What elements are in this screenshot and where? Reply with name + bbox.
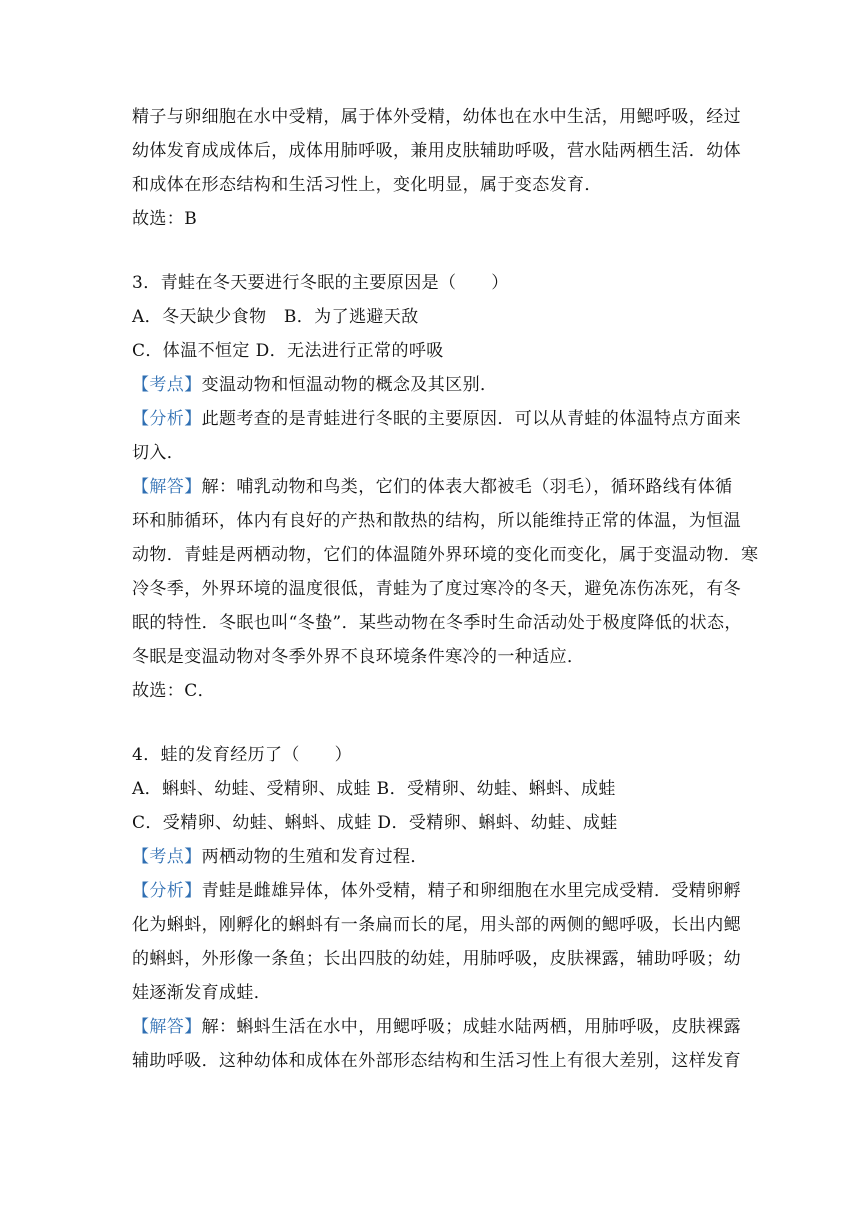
- q4-kaodian-text: 两栖动物的生殖和发育过程．: [201, 847, 428, 867]
- q3-jieda-line-4: 冷冬季，外界环境的温度很低，青蛙为了度过寒冷的冬天，避免冻伤冻死，有冬: [132, 579, 741, 599]
- q3-option-row-2: C．体温不恒定 D．无法进行正常的呼吸: [132, 341, 444, 361]
- intro-line-2: 幼体发育成成体后，成体用肺呼吸，兼用皮肤辅助呼吸，营水陆两栖生活．幼体: [132, 141, 741, 161]
- q3-kaodian: [132, 368, 732, 402]
- q4-fenxi-line-2: 化为蝌蚪，刚孵化的蝌蚪有一条扁而长的尾，用头部的两侧的鳃呼吸，长出内鳃: [132, 915, 741, 935]
- q4-jieda-text: 解：蝌蚪生活在水中，用鳃呼吸；成蛙水陆两栖，用肺呼吸，皮肤裸露: [201, 1017, 742, 1037]
- q4-stem: 4．蛙的发育经历了（ ）: [132, 745, 353, 765]
- q4-kaodian-tag: 【考点】: [132, 847, 202, 867]
- q3-jieda-tag: 【解答】: [132, 477, 202, 497]
- q3-jieda-line-6: 冬眠是变温动物对冬季外界不良环境条件寒冷的一种适应．: [132, 647, 585, 667]
- intro-answer: 故选：B: [132, 209, 198, 229]
- q3-jieda-line-3: 动物．青蛙是两栖动物，它们的体温随外界环境的变化而变化，属于变温动物．寒: [132, 545, 759, 565]
- question-4: [132, 738, 742, 1078]
- q3-option-row-1: A．冬天缺少食物 B．为了逃避天敌: [132, 307, 419, 327]
- q4-kaodian: [132, 840, 732, 874]
- q3-fenxi-tag: 【分析】: [132, 409, 202, 429]
- q4-fenxi-tag: 【分析】: [132, 881, 202, 901]
- q3-fenxi-text: 此题考查的是青蛙进行冬眠的主要原因．可以从青蛙的体温特点方面来: [201, 409, 742, 429]
- q4-fenxi-line-4: 娃逐渐发育成蛙．: [132, 983, 272, 1003]
- question-3: [132, 266, 759, 708]
- q3-jieda-line-5: 眠的特性．冬眠也叫“冬蛰”．某些动物在冬季时生命活动处于极度降低的状态，: [132, 613, 742, 633]
- q4-option-row-2: C．受精卵、幼蛙、蝌蚪、成蛙 D．受精卵、蝌蚪、幼蛙、成蛙: [132, 813, 618, 833]
- intro-line-1: 精子与卵细胞在水中受精，属于体外受精，幼体也在水中生活，用鳃呼吸，经过: [132, 107, 741, 127]
- q3-stem: 3．青蛙在冬天要进行冬眠的主要原因是（ ）: [132, 273, 509, 293]
- q4-option-row-1: A．蝌蚪、幼蛙、受精卵、成蛙 B．受精卵、幼蛙、蝌蚪、成蛙: [132, 779, 616, 799]
- q3-jieda-line-1: [132, 470, 732, 504]
- q3-answer: 故选：C．: [132, 681, 216, 701]
- q4-fenxi-text: 青蛙是雌雄异体，体外受精，精子和卵细胞在水里完成受精．受精卵孵: [201, 881, 742, 901]
- q4-jieda-tag: 【解答】: [132, 1017, 202, 1037]
- q4-fenxi-line-3: 的蝌蚪，外形像一条鱼；长出四肢的幼娃，用肺呼吸，皮肤裸露，辅助呼吸；幼: [132, 949, 741, 969]
- q3-kaodian-text: 变温动物和恒温动物的概念及其区别．: [201, 375, 498, 395]
- q3-fenxi-line-2: 切入．: [132, 443, 185, 463]
- intro-block: [132, 100, 741, 236]
- q4-fenxi-line-1: [132, 874, 742, 908]
- intro-line-3: 和成体在形态结构和生活习性上，变化明显，属于变态发育．: [132, 175, 602, 195]
- q3-jieda-text: 解：哺乳动物和鸟类，它们的体表大都被毛（羽毛），循环路线有体循: [201, 477, 733, 497]
- q4-jieda-line-2: 辅助呼吸．这种幼体和成体在外部形态结构和生活习性上有很大差别，这样发育: [132, 1051, 741, 1071]
- q3-kaodian-tag: 【考点】: [132, 375, 202, 395]
- q3-fenxi-line-1: [132, 402, 742, 436]
- q4-jieda-line-1: [132, 1010, 742, 1044]
- q3-jieda-line-2: 环和肺循环，体内有良好的产热和散热的结构，所以能维持正常的体温，为恒温: [132, 511, 741, 531]
